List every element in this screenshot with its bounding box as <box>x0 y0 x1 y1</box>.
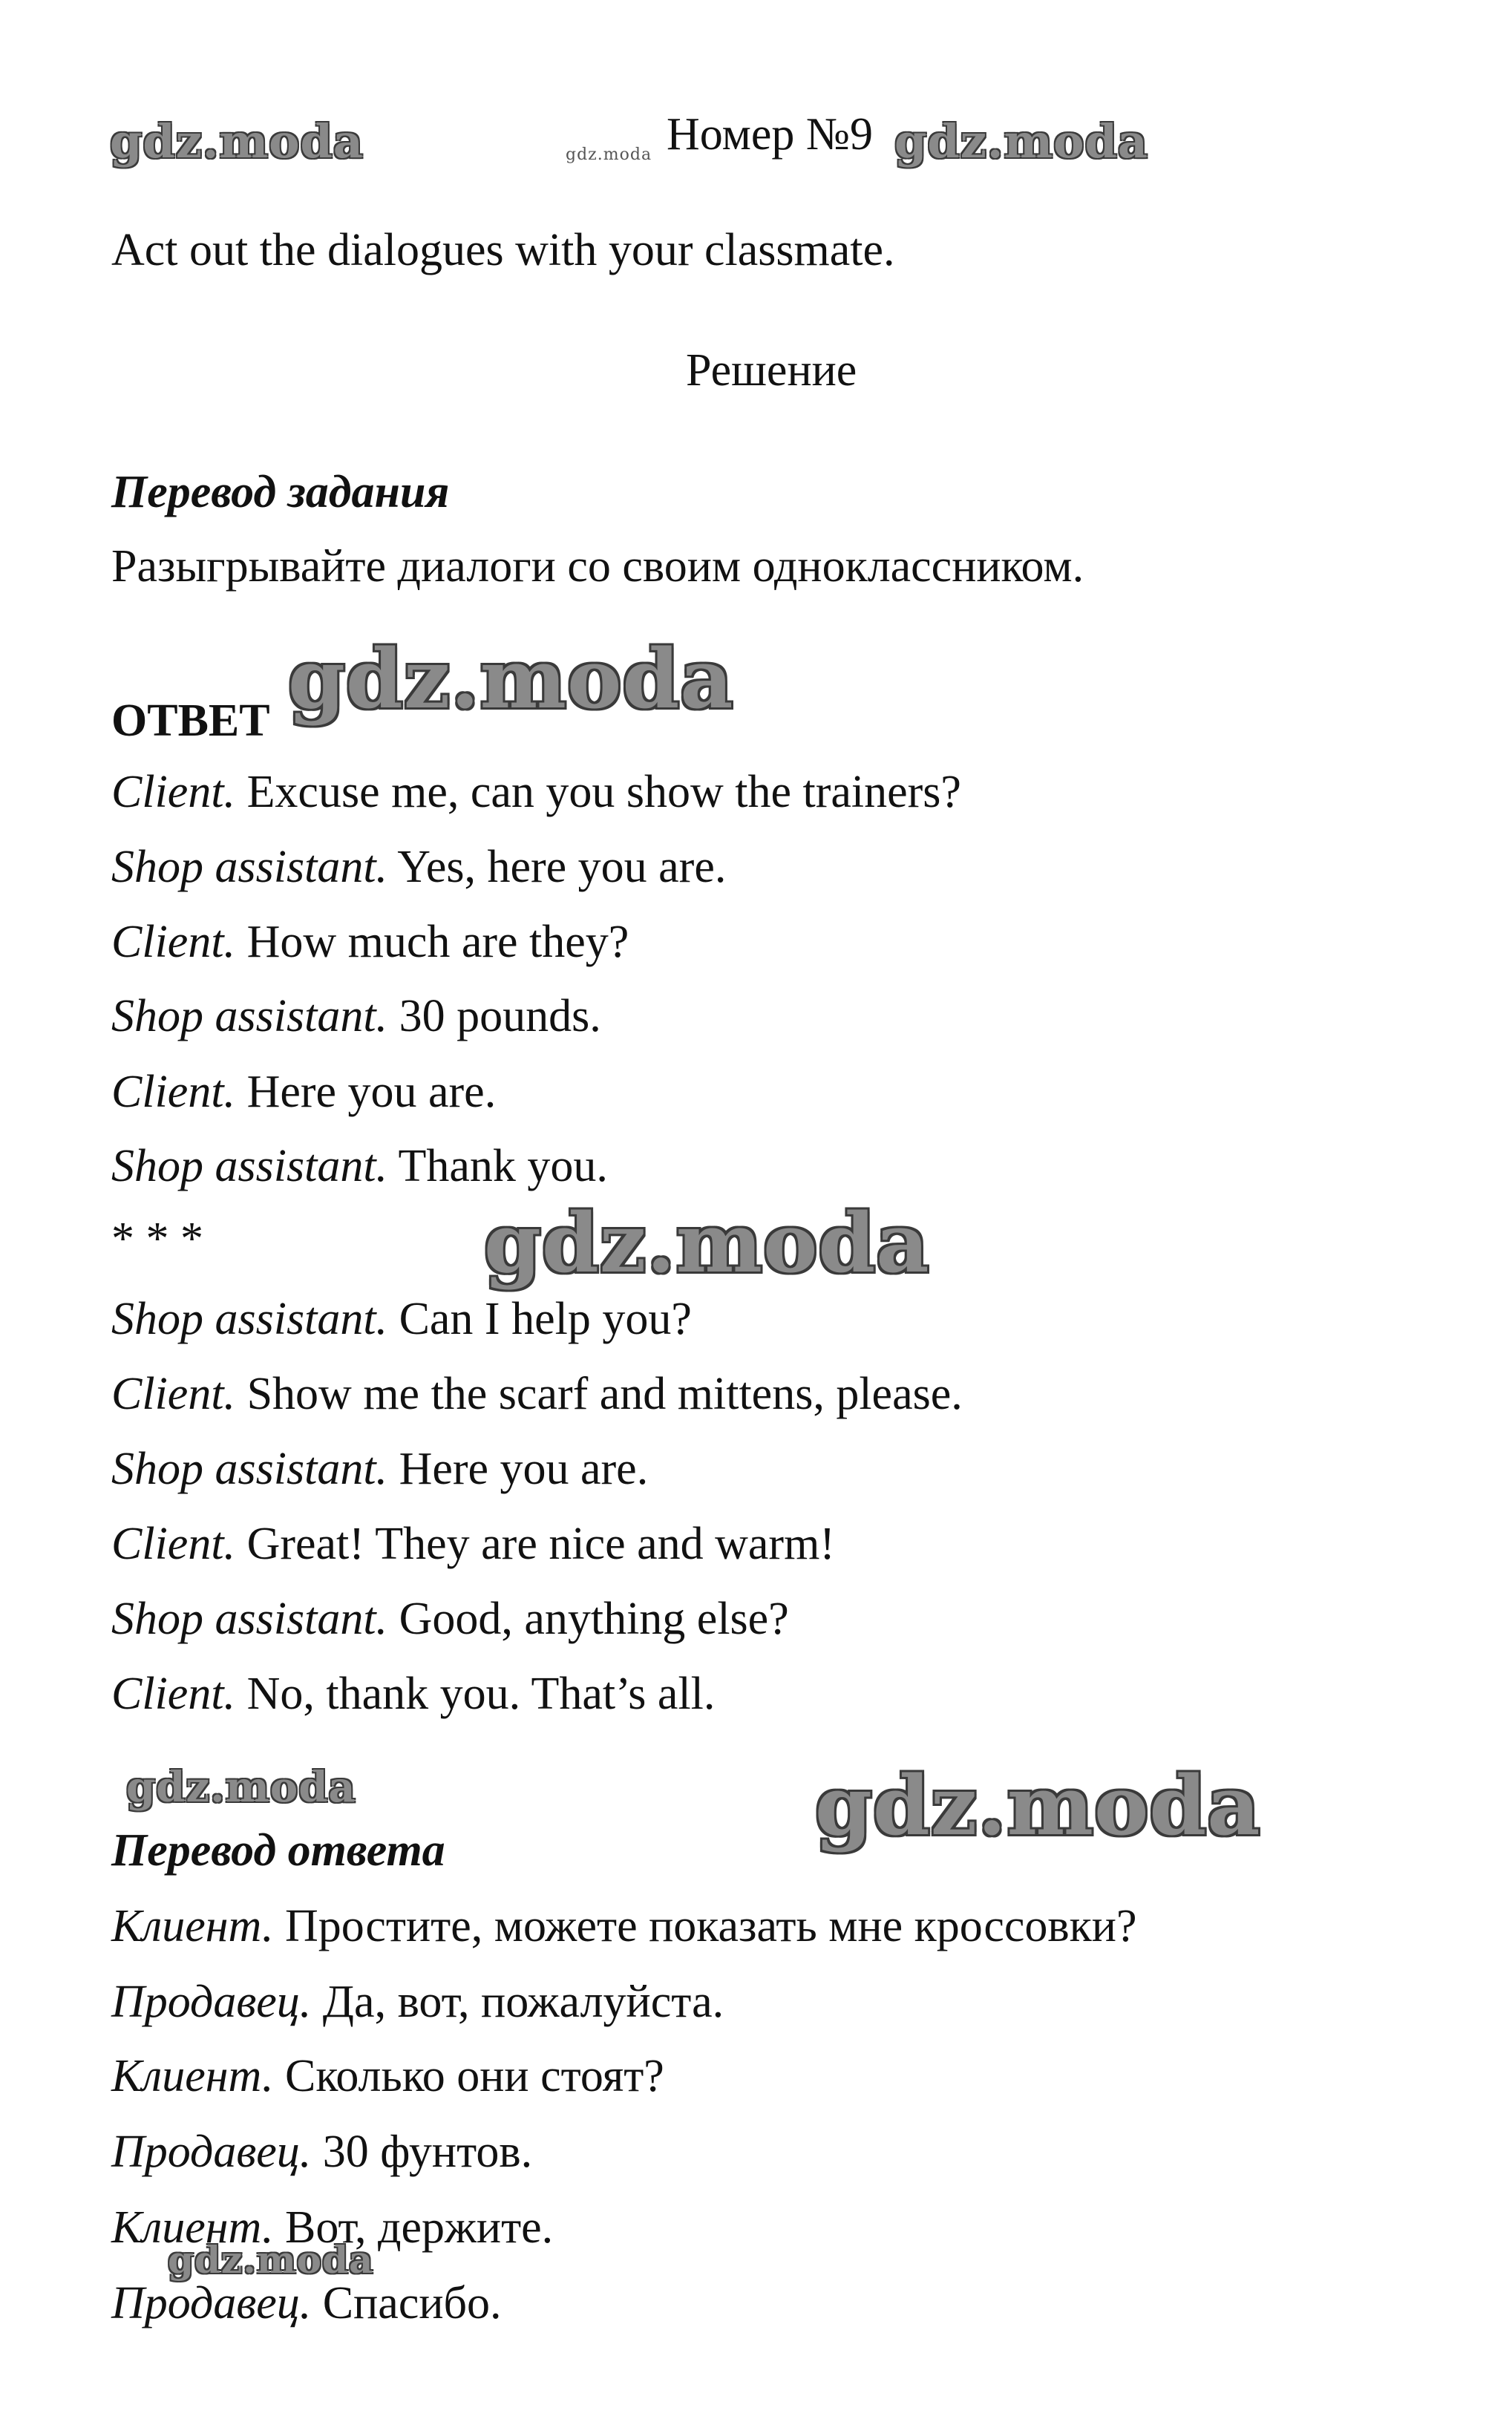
dialogue-text: Show me the scarf and mittens, please. <box>235 1369 963 1419</box>
separator: * * * <box>111 1214 203 1264</box>
watermark: gdz.moda <box>484 1195 930 1291</box>
dialogue-text: Good, anything else? <box>387 1594 789 1644</box>
watermark: gdz.moda <box>566 145 652 164</box>
translation-text: Сколько они стоят? <box>273 2051 664 2101</box>
dialogue-line <box>111 1069 496 1115</box>
translation-line <box>111 2202 554 2253</box>
watermark: gdz.moda <box>126 1763 356 1812</box>
task-translation-heading: Перевод задания <box>111 467 450 517</box>
dialogue-line <box>111 993 601 1039</box>
translation-line <box>111 2280 502 2326</box>
speaker-label: Shop assistant. <box>111 1294 388 1344</box>
dialogue-line <box>111 1371 963 1417</box>
translation-text: 30 фунтов. <box>311 2127 533 2177</box>
watermark: gdz.moda <box>894 114 1148 168</box>
translation-text: Простите, можете показать мне кроссовки? <box>273 1901 1137 1951</box>
watermark: gdz.moda <box>815 1758 1261 1853</box>
translation-text: Вот, держите. <box>273 2202 554 2253</box>
dialogue-line <box>111 1521 835 1567</box>
speaker-label: Client. <box>111 1067 236 1117</box>
dialogue-text: Excuse me, can you show the trainers? <box>235 767 961 817</box>
dialogue-line <box>111 919 629 965</box>
watermark: gdz.moda <box>110 114 364 168</box>
dialogue-text: Yes, here you are. <box>387 842 727 892</box>
speaker-label: Продавец. <box>111 2278 312 2328</box>
solution-label: Решение <box>686 345 857 396</box>
translation-line <box>111 2129 532 2175</box>
speaker-label: Shop assistant. <box>111 1444 388 1494</box>
speaker-label: Client. <box>111 1669 236 1719</box>
speaker-label: Shop assistant. <box>111 991 388 1041</box>
speaker-label: Клиент. <box>111 2051 274 2101</box>
speaker-label: Клиент. <box>111 1901 274 1951</box>
dialogue-text: No, thank you. That’s all. <box>235 1669 716 1719</box>
translation-line <box>111 1903 1136 1949</box>
task-translation-text: Разыгрывайте диалоги со своим одноклассником. <box>111 541 1084 592</box>
speaker-label: Продавец. <box>111 1977 312 2027</box>
dialogue-line <box>111 1446 648 1492</box>
dialogue-text: Here you are. <box>235 1067 497 1117</box>
task-text: Act out the dialogues with your classmate. <box>111 225 895 275</box>
dialogue-text: Here you are. <box>387 1444 649 1494</box>
dialogue-line <box>111 769 961 815</box>
dialogue-text: 30 pounds. <box>387 991 601 1041</box>
speaker-label: Клиент. <box>111 2202 274 2253</box>
dialogue-text: How much are they? <box>235 917 629 967</box>
speaker-label: Shop assistant. <box>111 1594 388 1644</box>
page-title: Номер №9 <box>667 109 874 160</box>
translation-line <box>111 2053 664 2099</box>
dialogue-text: Can I help you? <box>387 1294 692 1344</box>
translation-line <box>111 1979 724 2025</box>
dialogue-line <box>111 844 726 890</box>
watermark: gdz.moda <box>288 631 734 727</box>
watermark: gdz.moda <box>168 2238 374 2282</box>
dialogue-line <box>111 1671 715 1717</box>
speaker-label: Client. <box>111 1369 236 1419</box>
answer-translation-heading: Перевод ответа <box>111 1825 445 1876</box>
dialogue-line <box>111 1596 789 1642</box>
speaker-label: Client. <box>111 767 236 817</box>
dialogue-text: Great! They are nice and warm! <box>235 1519 835 1569</box>
dialogue-line <box>111 1143 608 1189</box>
speaker-label: Client. <box>111 917 236 967</box>
translation-text: Спасибо. <box>311 2278 502 2328</box>
answer-heading: ОТВЕТ <box>111 695 270 746</box>
dialogue-text: Thank you. <box>387 1141 608 1191</box>
speaker-label: Client. <box>111 1519 236 1569</box>
speaker-label: Shop assistant. <box>111 1141 388 1191</box>
speaker-label: Продавец. <box>111 2127 312 2177</box>
speaker-label: Shop assistant. <box>111 842 388 892</box>
dialogue-line <box>111 1296 692 1342</box>
translation-text: Да, вот, пожалуйста. <box>311 1977 724 2027</box>
